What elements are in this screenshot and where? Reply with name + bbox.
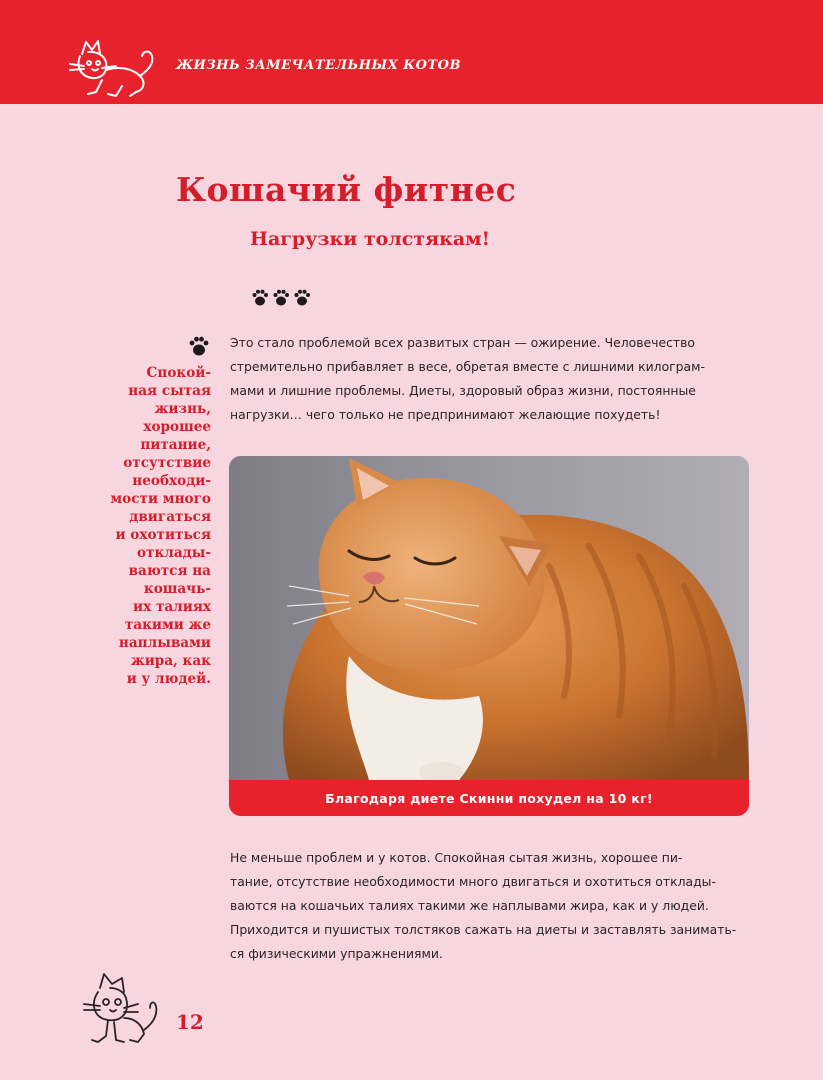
pull-quote-line: отсутствие <box>123 455 211 471</box>
intro-text-line: Это стало проблемой всех развитых стран — ожирение. Человечество <box>230 335 695 350</box>
photo-caption: Благодаря диете Скинни похудел на 10 кг! <box>325 790 653 806</box>
pull-quote-line: жира, как <box>130 653 211 669</box>
pull-quote-line: двигаться <box>129 509 211 525</box>
pull-quote-line: кошачь- <box>143 581 211 597</box>
pull-quote-line: наплывами <box>118 635 211 651</box>
pull-quote-line: их талиях <box>133 599 211 615</box>
body-paragraph <box>230 846 737 966</box>
pull-quote-line: ваются на <box>128 563 211 579</box>
pull-quote-line: мости много <box>110 491 211 507</box>
pull-quote-line: необходи- <box>132 473 211 489</box>
body-text-line: ваются на кошачьих талиях такими же наплывами жира, как и у людей. <box>230 898 709 913</box>
pull-quote-line: Спокой- <box>146 365 211 381</box>
pull-quote-line: такими же <box>124 617 211 633</box>
paw-prints-icon <box>250 288 314 308</box>
sidebar-pull-quote <box>98 364 211 688</box>
fat-ginger-cat-photo <box>229 456 749 816</box>
photo-caption-bar <box>229 780 749 816</box>
paw-icon <box>188 336 210 358</box>
header-bar <box>0 0 823 104</box>
pull-quote-line: отклады- <box>136 545 211 561</box>
body-text-line: ся физическими упражнениями. <box>230 946 443 961</box>
body-text-line: тание, отсутствие необходимости много двигаться и охотиться отклады- <box>230 874 716 889</box>
pull-quote-line: жизнь, <box>154 401 211 417</box>
body-text-line: Приходится и пушистых толстяков сажать на диеты и заставлять занимать- <box>230 922 737 937</box>
intro-paragraph <box>230 331 705 427</box>
intro-text-line: нагрузки… чего только не предпринимают желающие похудеть! <box>230 407 661 422</box>
pull-quote-line: хорошее <box>143 419 211 435</box>
intro-text-line: мами и лишние проблемы. Диеты, здоровый образ жизни, постоянные <box>230 383 696 398</box>
body-text-line: Не меньше проблем и у котов. Спокойная сытая жизнь, хорошее пи- <box>230 850 683 865</box>
page-number: 12 <box>176 1010 204 1034</box>
pull-quote-line: ная сытая <box>128 383 211 399</box>
page-title: Кошачий фитнес <box>176 170 517 209</box>
intro-text-line: стремительно прибавляет в весе, обретая вместе с лишними килограм- <box>230 359 705 374</box>
pull-quote-line: и охотиться <box>115 527 211 543</box>
pull-quote-line: и у людей. <box>126 671 211 687</box>
pull-quote-line: питание, <box>140 437 211 453</box>
cartoon-cat-icon <box>78 970 164 1046</box>
running-cat-icon <box>62 36 158 98</box>
page-subtitle: Нагрузки толстякам! <box>250 228 491 250</box>
running-title: ЖИЗНЬ ЗАМЕЧАТЕЛЬНЫХ КОТОВ <box>176 58 461 73</box>
